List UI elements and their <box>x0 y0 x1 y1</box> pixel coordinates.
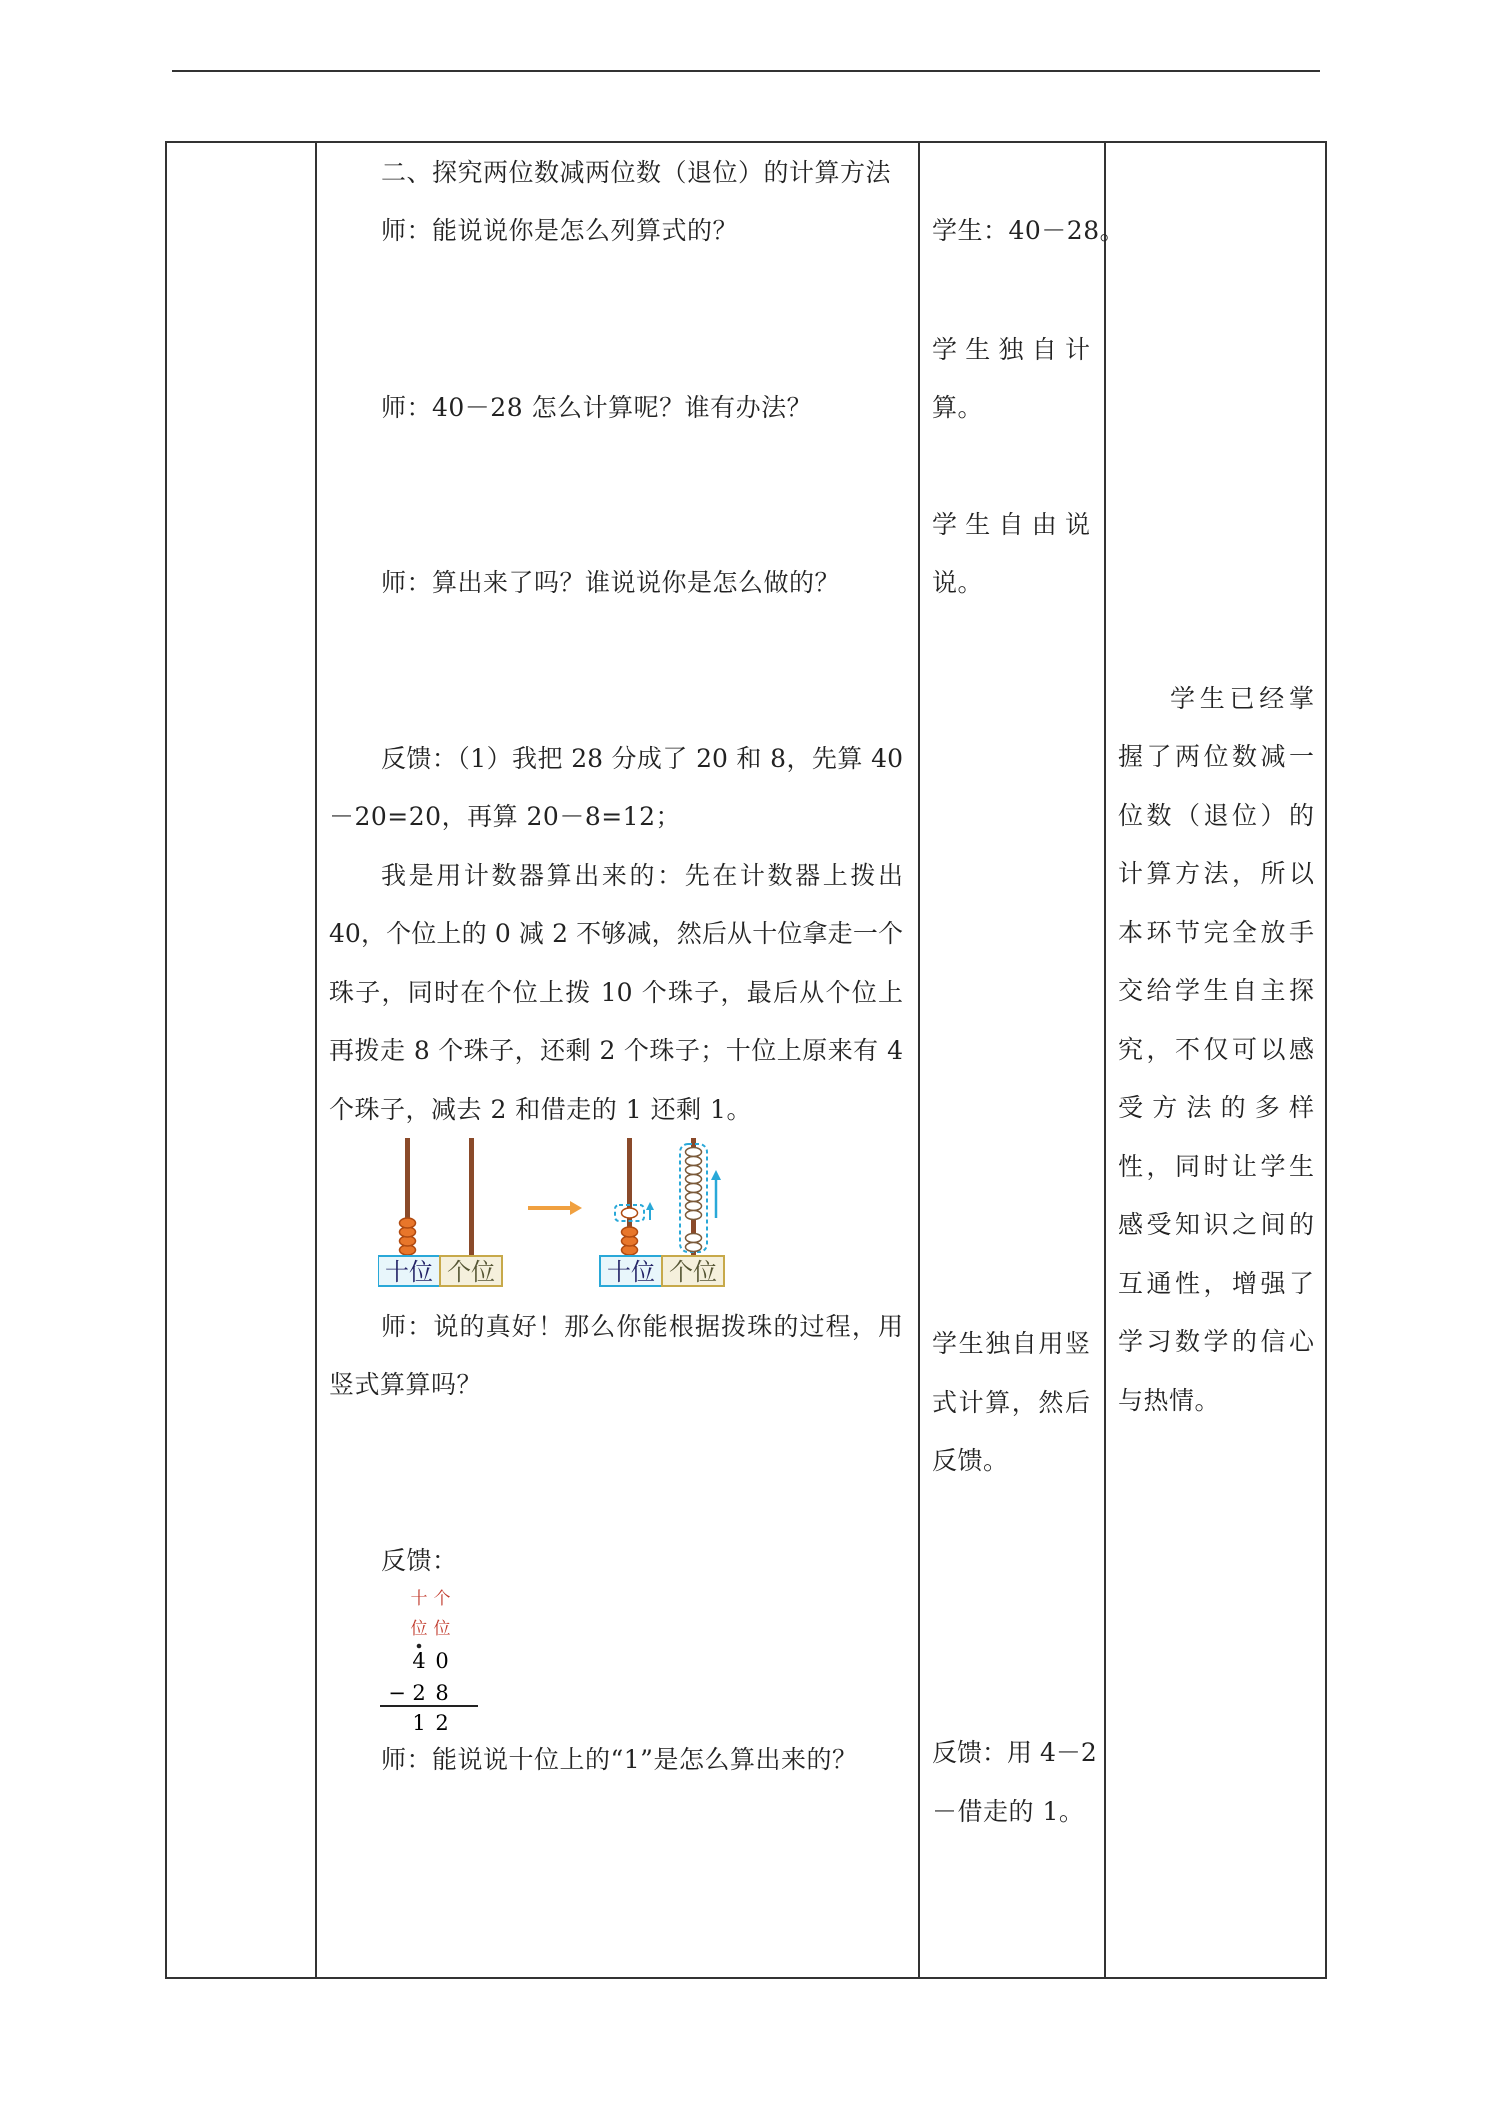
design-note-line-11: 互通性，增强了 <box>1118 1269 1314 1298</box>
design-note-line-12: 学习数学的信心 <box>1118 1327 1314 1356</box>
design-note-line-7: 究，不仅可以感 <box>1118 1035 1314 1064</box>
ones-label: 个位 <box>447 1258 495 1286</box>
bead <box>686 1166 702 1175</box>
feedback-2-line-3: 珠子，同时在个位上拨 10 个珠子，最后从个位上 <box>329 978 903 1007</box>
student-answer-4-line-3: 反馈。 <box>932 1446 1009 1475</box>
feedback-3: 反馈： <box>381 1546 458 1575</box>
tens-label: 十位 <box>607 1258 655 1286</box>
design-note-line-2: 握了两位数减一 <box>1118 742 1314 771</box>
design-note-line-3: 位数（退位）的 <box>1118 801 1314 830</box>
minus-sign: − <box>388 1681 406 1705</box>
bead <box>686 1202 702 1211</box>
ones-beads-added <box>680 1144 721 1252</box>
design-note-line-10: 感受知识之间的 <box>1118 1210 1314 1239</box>
bead <box>622 1227 638 1237</box>
bead <box>686 1175 702 1184</box>
student-answer-3-line-2: 说。 <box>932 568 984 597</box>
place-label-tens-1: 十 <box>410 1589 428 1609</box>
borrow-dot <box>417 1644 422 1649</box>
feedback-2-line-5: 个珠子，减去 2 和借走的 1 还剩 1。 <box>329 1095 752 1124</box>
place-label-ones-1: 个 <box>433 1589 451 1609</box>
bead <box>400 1218 416 1228</box>
student-answer-4-line-1: 学生独自用竖 <box>932 1329 1090 1358</box>
result-ones: 2 <box>435 1711 449 1735</box>
subtrahend-tens: 2 <box>412 1681 426 1705</box>
column-divider-1 <box>315 141 317 1979</box>
bead <box>686 1243 702 1252</box>
student-answer-5-line-2: －借走的 1。 <box>932 1797 1085 1826</box>
teacher-question-5: 师：能说说十位上的“1”是怎么算出来的？ <box>381 1745 858 1774</box>
design-note-line-8: 受方法的多样 <box>1118 1093 1314 1122</box>
student-answer-3-line-1: 学生自由说 <box>932 510 1090 539</box>
bead <box>686 1184 702 1193</box>
section-heading: 二、探究两位数减两位数（退位）的计算方法 <box>381 158 892 187</box>
bead <box>686 1211 702 1220</box>
header-rule <box>172 70 1320 72</box>
place-label-ones-2: 位 <box>433 1619 451 1639</box>
teacher-question-3: 师：算出来了吗？谁说说你是怎么做的？ <box>381 568 841 597</box>
column-divider-3 <box>1104 141 1106 1979</box>
abacus-rod-ones <box>469 1138 474 1256</box>
student-answer-4-line-2: 式计算，然后 <box>932 1388 1090 1417</box>
tens-beads-before <box>400 1218 416 1255</box>
ones-label: 个位 <box>669 1258 717 1286</box>
bead <box>686 1193 702 1202</box>
minuend-tens: 4 <box>412 1649 426 1673</box>
removed-bead <box>622 1208 638 1218</box>
design-note-line-5: 本环节完全放手 <box>1118 918 1314 947</box>
tens-label: 十位 <box>385 1258 433 1286</box>
tens-beads-after <box>615 1202 654 1255</box>
arrow-icon <box>528 1201 582 1215</box>
result-tens: 1 <box>412 1711 426 1735</box>
feedback-2-line-1: 我是用计数器算出来的：先在计数器上拨出 <box>381 861 903 890</box>
teacher-question-4-line-2: 竖式算算吗？ <box>329 1370 483 1399</box>
student-answer-2-line-1: 学生独自计 <box>932 335 1090 364</box>
student-answer-1: 学生：40－28。 <box>932 216 1126 245</box>
feedback-2-line-2: 40，个位上的 0 减 2 不够减，然后从十位拿走一个 <box>329 919 903 948</box>
design-note-line-6: 交给学生自主探 <box>1118 976 1314 1005</box>
design-note-line-4: 计算方法，所以 <box>1118 859 1314 888</box>
teacher-question-2: 师：40－28 怎么计算呢？谁有办法？ <box>381 393 813 422</box>
teacher-question-4-line-1: 师：说的真好！那么你能根据拨珠的过程，用 <box>381 1312 903 1341</box>
design-note-line-1: 学生已经掌 <box>1170 684 1314 713</box>
abacus-after <box>600 1138 724 1286</box>
abacus-before <box>378 1138 502 1286</box>
student-answer-5-line-1: 反馈：用 4－2 <box>932 1738 1097 1767</box>
column-divider-2 <box>918 141 920 1979</box>
bead <box>686 1234 702 1243</box>
subtrahend-ones: 8 <box>435 1681 449 1705</box>
student-answer-2-line-2: 算。 <box>932 393 984 422</box>
feedback-1-line-1: 反馈：（1）我把 28 分成了 20 和 8，先算 40 <box>381 744 903 773</box>
vertical-subtraction <box>378 1588 488 1738</box>
bead <box>686 1148 702 1157</box>
abacus-illustration <box>378 1138 758 1288</box>
design-note-line-9: 性，同时让学生 <box>1118 1152 1314 1181</box>
feedback-1-line-2: －20=20，再算 20－8=12； <box>329 802 681 831</box>
feedback-2-line-4: 再拨走 8 个珠子，还剩 2 个珠子；十位上原来有 4 <box>329 1036 903 1065</box>
bead <box>686 1157 702 1166</box>
minuend-ones: 0 <box>435 1649 449 1673</box>
design-note-line-13: 与热情。 <box>1118 1386 1221 1415</box>
place-label-tens-2: 位 <box>410 1619 428 1639</box>
teacher-question-1: 师：能说说你是怎么列算式的？ <box>381 216 739 245</box>
